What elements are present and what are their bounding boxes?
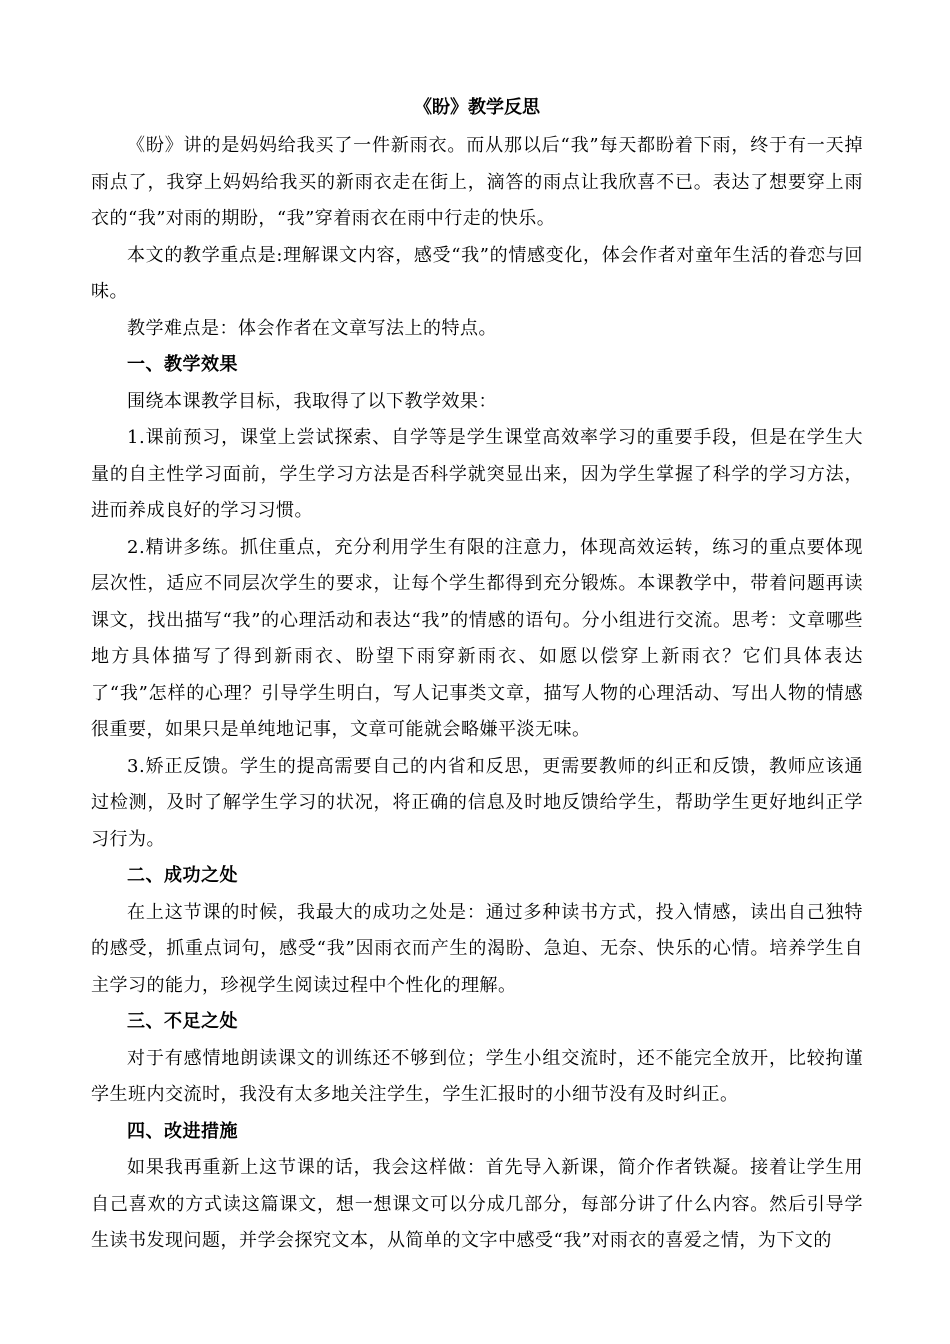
section-heading-effects: 一、教学效果 [127,354,238,375]
paragraph-improvements: 如果我再重新上这节课的话，我会这样做：首先导入新课，简介作者铁凝。接着让学生用自己喜欢的方式读这篇课文，想一想课文可以分成几部分，每部分讲了什么内容。然后引导学生读书发现问题，并学会探究文本，从简单的文字中感受“我”对雨衣的喜爱之情，为下文的 [91,1157,863,1251]
paragraph-success: 在上这节课的时候，我最大的成功之处是：通过多种读书方式，投入情感，读出自己独特的感受，抓重点词句，感受“我”因雨衣而产生的渴盼、急迫、无奈、快乐的心情。培养学生自主学习的能力，珍视学生阅读过程中个性化的理解。 [91,901,863,996]
paragraph-effect-2: 2.精讲多练。抓住重点，充分利用学生有限的注意力，体现高效运转，练习的重点要体现层次性，适应不同层次学生的要求，让每个学生都得到充分锻炼。本课教学中，带着问题再读课文，找出描写“我”的心理活动和表达“我”的情感的语句。分小组进行交流。思考：文章哪些地方具体描写了得到新雨衣、盼望下雨穿新雨衣、如愿以偿穿上新雨衣？它们具体表达了“我”怎样的心理？引导学生明白，写人记事类文章，描写人物的心理活动、写出人物的情感很重要，如果只是单纯地记事，文章可能就会略嫌平淡无味。 [91,536,863,740]
section-heading-success: 二、成功之处 [127,865,238,886]
paragraph-difficulty: 教学难点是：体会作者在文章写法上的特点。 [127,317,497,339]
section-heading-shortcomings: 三、不足之处 [127,1011,238,1032]
paragraph-effect-3: 3.矫正反馈。学生的提高需要自己的内省和反思，更需要教师的纠正和反馈，教师应该通过检测，及时了解学生学习的状况，将正确的信息及时地反馈给学生，帮助学生更好地纠正学习行为。 [91,755,863,850]
document-page [91,96,863,1260]
paragraph-effects-intro: 围绕本课教学目标，我取得了以下教学效果： [127,390,497,412]
section-heading-improvements: 四、改进措施 [127,1120,238,1142]
paragraph-intro: 《盼》讲的是妈妈给我买了一件新雨衣。而从那以后“我”每天都盼着下雨，终于有一天掉雨点了，我穿上妈妈给我买的新雨衣走在街上，滴答的雨点让我欣喜不已。表达了想要穿上雨衣的“我”对雨的期盼，“我”穿着雨衣在雨中行走的快乐。 [91,135,863,229]
paragraph-effect-1: 1.课前预习，课堂上尝试探索、自学等是学生课堂高效率学习的重要手段，但是在学生大量的自主性学习面前，学生学习方法是否科学就突显出来，因为学生掌握了科学的学习方法，进而养成良好的学习习惯。 [91,427,863,521]
paragraph-shortcomings: 对于有感情地朗读课文的训练还不够到位；学生小组交流时，还不能完全放开，比较拘谨学生班内交流时，我没有太多地关注学生，学生汇报时的小细节没有及时纠正。 [91,1047,863,1105]
document-title: 《盼》教学反思 [414,97,540,118]
paragraph-focus: 本文的教学重点是:理解课文内容，感受“我”的情感变化，体会作者对童年生活的眷恋与回味。 [91,244,863,302]
